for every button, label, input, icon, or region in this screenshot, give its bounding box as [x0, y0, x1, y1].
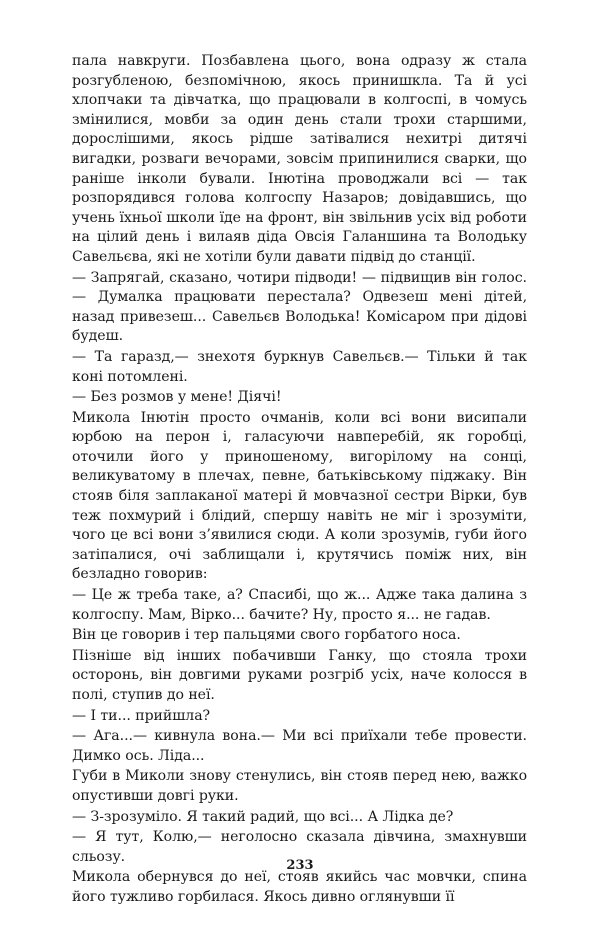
paragraph: — І ти... прийшла?: [72, 707, 211, 724]
paragraph: пала навкруги. Позбавлена цього, вона одразу ж стала розгубленою, безпомічною, якось принишкла. Та й усі хлопчаки та дівчатка, що працювали в колгоспі, в чомусь змінилися, мовби за один день стали трохи старшими, дорослішими, якось рідше затівалися нехитрі дитячі вигадки, розваги вечорами, зовсім припинилися сварки, що раніше інколи бували. Інютіна проводжали всі — так розпорядився голова колгоспу Назаров; довідавшись, що учень їхньої школи їде на фронт, він звільнив усіх від роботи на цілий день і вилаяв діда Овсія Галаншина та Володьку Савельєва, які не хотіли були давати підвід до станції.: [72, 53, 527, 265]
paragraph: Губи в Миколи знову стенулись, він стояв перед нею, важко опустивши довгі руки.: [72, 768, 527, 804]
paragraph: — З-зрозуміло. Я такий радий, що всі... А Лідка де?: [72, 808, 454, 825]
paragraph: Микола Інютін просто очманів, коли всі вони висипали юрбою на перон і, галасуючи навперебій, як горобці, оточили його у приношеному, вигорілому на сонці, великуватому в плечах, певне, батьківському піджаку. Він стояв біля заплаканої матері й мовчазної сестри Вірки, був теж похмурий і блідий, спершу навіть не міг і зрозуміти, чого це всі вони з’явилися сюди. А коли зрозумів, губи його затіпалися, очі заблищали і, крутячись поміж них, він безладно говорив:: [72, 409, 527, 583]
paragraph: Пізніше від інших побачивши Ганку, що стояла трохи осторонь, він довгими руками розгріб усіх, наче колосся в полі, ступив до неї.: [72, 647, 527, 703]
paragraph: Він це говорив і тер пальцями свого горбатого носа.: [72, 627, 461, 644]
page-number: 233: [286, 858, 314, 873]
paragraph: — Запрягай, сказано, чотири підводи! — підвищив він голос.— Думалка працювати перестала? Одвезеш мені дітей, назад привезеш... Савельєв Володька! Комісаром при дідові будеш.: [72, 269, 527, 345]
paragraph: — Та гаразд,— знехотя буркнув Савельєв.— Тільки й так коні потомлені.: [72, 348, 527, 385]
page-body: [72, 52, 527, 908]
paragraph: — Я тут, Колю,— неголосно сказала дівчина, змахнувши сльозу.: [72, 829, 527, 865]
paragraph: — Ага...— кивнула вона.— Ми всі приїхали тебе провести. Димко ось. Ліда...: [72, 728, 527, 764]
paragraph: — Це ж треба таке, а? Спасибі, що ж... Адже така далина з колгоспу. Мам, Вірко... бачите? Ну, просто я... не гадав.: [72, 587, 527, 623]
paragraph: Микола обернувся до неї, стояв якийсь час мовчки, спина його тужливо горбилася. Якось дивно оглянувши її: [72, 869, 527, 905]
paragraph: — Без розмов у мене! Діячі!: [72, 389, 282, 406]
